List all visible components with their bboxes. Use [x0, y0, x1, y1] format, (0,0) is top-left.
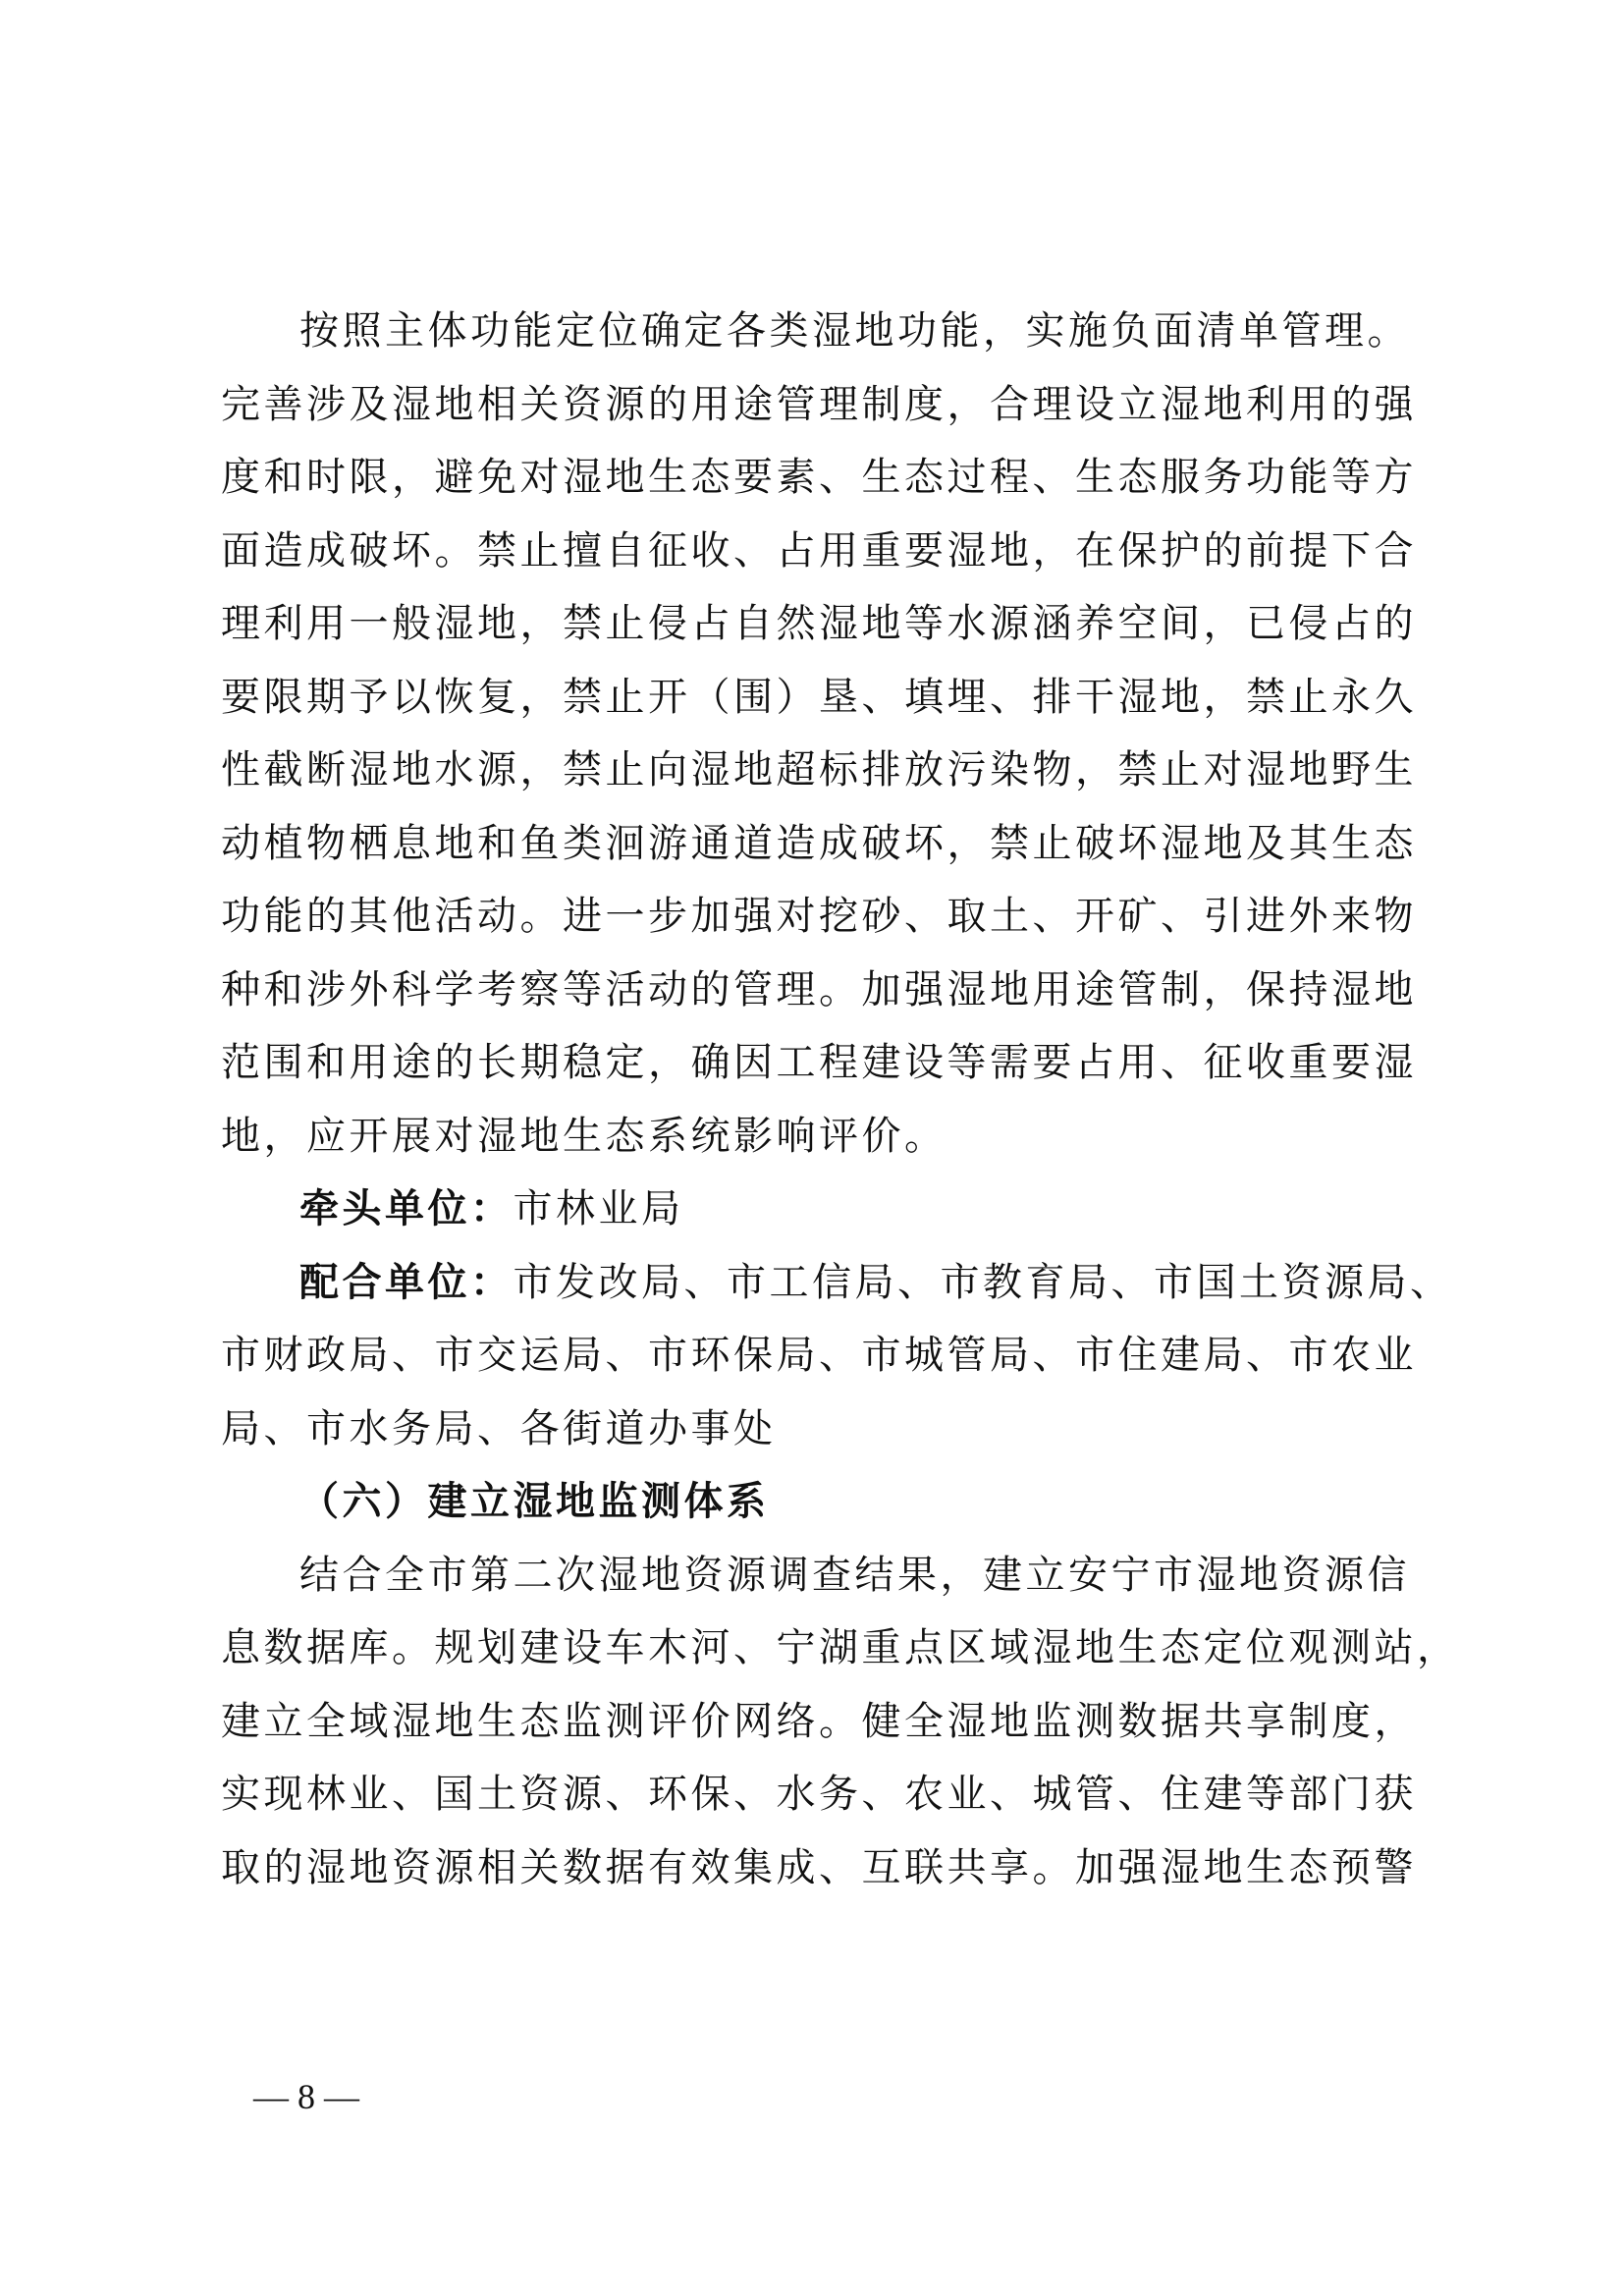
cooperating-units-label: 配合单位： [299, 1259, 514, 1305]
paragraph-1-line-1: 按照主体功能定位确定各类湿地功能，实施负面清单管理。 [299, 308, 1410, 354]
cooperating-units-line-1 [221, 1246, 1453, 1320]
lead-unit-line [221, 1173, 1419, 1246]
paragraph-2-line-1: 结合全市第二次湿地资源调查结果，建立安宁市湿地资源信 [299, 1552, 1410, 1598]
paragraph-1-line-2: 完善涉及湿地相关资源的用途管理制度，合理设立湿地利用的强 [221, 381, 1417, 427]
paragraph-1-line-9: 功能的其他活动。进一步加强对挖砂、取土、开矿、引进外来物 [221, 894, 1417, 939]
paragraph-1-line-4: 面造成破坏。禁止擅自征收、占用重要湿地，在保护的前提下合 [221, 527, 1417, 574]
paragraph-2-line-3: 建立全域湿地生态监测评价网络。健全湿地监测数据共享制度， [221, 1698, 1417, 1744]
paragraph-2-line-4: 实现林业、国土资源、环保、水务、农业、城管、住建等部门获 [221, 1772, 1417, 1817]
paragraph-1-line-3: 度和时限，避免对湿地生态要素、生态过程、生态服务功能等方 [221, 455, 1417, 500]
paragraph-2-line-5: 取的湿地资源相关数据有效集成、互联共享。加强湿地生态预警 [221, 1844, 1417, 1890]
page-number: — 8 — [253, 2077, 359, 2116]
section-heading: （六）建立湿地监测体系 [299, 1479, 770, 1524]
paragraph-1-line-7: 性截断湿地水源，禁止向湿地超标排放污染物，禁止对湿地野生 [221, 747, 1417, 793]
cooperating-units-value-1: 市发改局、市工信局、市教育局、市国土资源局、 [513, 1259, 1453, 1305]
paragraph-1-line-10: 种和涉外科学考察等活动的管理。加强湿地用途管制，保持湿地 [221, 966, 1417, 1012]
paragraph-2-line-2: 息数据库。规划建设车木河、宁湖重点区域湿地生态定位观测站， [221, 1625, 1460, 1670]
cooperating-units-line-3: 局、市水务局、各街道办事处 [221, 1405, 777, 1451]
lead-unit-label: 牵头单位： [299, 1186, 514, 1231]
document-body [221, 295, 1460, 1904]
paragraph-1-line-8: 动植物栖息地和鱼类洄游通道造成破坏，禁止破坏湿地及其生态 [221, 820, 1417, 866]
cooperating-units-line-2: 市财政局、市交运局、市环保局、市城管局、市住建局、市农业 [221, 1333, 1417, 1378]
lead-unit-value: 市林业局 [513, 1186, 684, 1231]
paragraph-1-line-12: 地，应开展对湿地生态系统影响评价。 [221, 1113, 947, 1159]
paragraph-1-line-6: 要限期予以恢复，禁止开（围）垦、填埋、排干湿地，禁止永久 [221, 674, 1417, 720]
paragraph-1-line-11: 范围和用途的长期稳定，确因工程建设等需要占用、征收重要湿 [221, 1040, 1417, 1085]
paragraph-1-line-5: 理利用一般湿地，禁止侵占自然湿地等水源涵养空间，已侵占的 [221, 601, 1417, 646]
